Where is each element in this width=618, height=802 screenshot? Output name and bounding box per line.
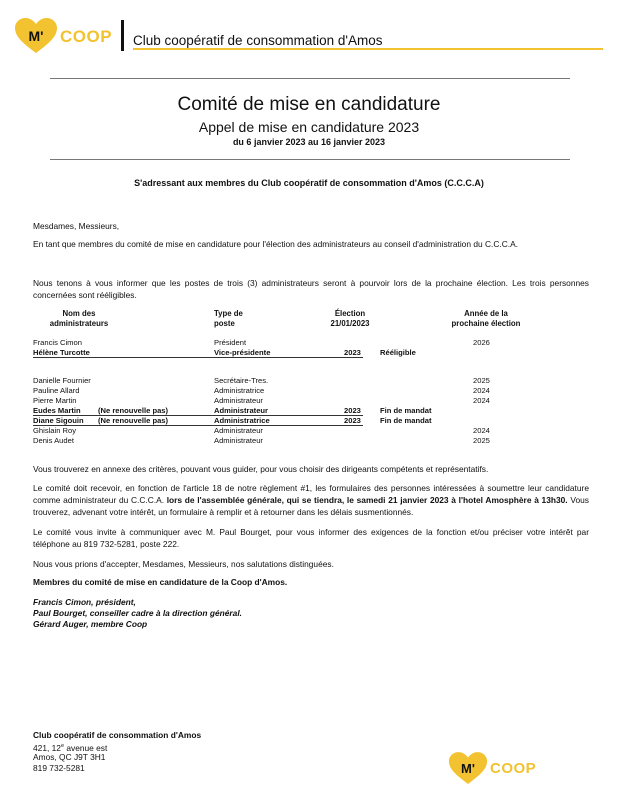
heart-icon <box>14 18 58 54</box>
table-row-election: 2023 <box>344 416 361 425</box>
signature-line: Gérard Auger, membre Coop <box>33 619 148 629</box>
title-rule <box>50 159 570 160</box>
th-election-2: 21/01/2023 <box>330 319 370 328</box>
doc-subtitle: Appel de mise en candidature 2023 <box>198 119 420 135</box>
table-row-name: Hélène Turcotte <box>33 348 90 357</box>
doc-title: Comité de mise en candidature <box>177 94 441 115</box>
table-row-status: Fin de mandat <box>380 416 432 425</box>
footer-address-num: 421, 12 <box>33 742 61 753</box>
info-paragraph: Nous tenons à vous informer que les postes de trois (3) administrateurs seront à pourvoir lors de la prochaine élection. Les trois personnes concernées sont rééligibles. <box>33 278 589 300</box>
table-row-name: Pierre Martin <box>33 396 77 405</box>
table-row-status: Fin de mandat <box>380 406 432 415</box>
table-row-next: 2026 <box>473 338 490 347</box>
footer-address-rest: avenue est <box>64 742 108 753</box>
table-row-name: Diane Sigouin <box>33 416 84 425</box>
th-type-2: poste <box>214 319 235 328</box>
contact-paragraph: Le comité vous invite à communiquer avec M. Paul Bourget, pour vous informer des exigences de la fonction et/ou préciser votre intérêt par téléphone au 819 732-5281, poste 222. <box>33 527 589 549</box>
committee-text-a: Le comité doit recevoir, en fonction de l'article 18 de notre règlement #1, les formulaires des personnes intéressées à soumettre leur candidature comme administrateur du C.C.C.A. <box>33 483 589 505</box>
header-underline <box>133 48 603 50</box>
doc-dates: du 6 janvier 2023 au 16 janvier 2023 <box>232 137 386 147</box>
table-row-next: 2025 <box>473 436 490 445</box>
table-row-role: Administrateur <box>214 396 263 405</box>
th-name-2: administrateurs <box>49 319 109 328</box>
table-row-name: Danielle Fournier <box>33 376 91 385</box>
signature-line: Francis Cimon, président, <box>33 597 136 607</box>
th-next-2: prochaine élection <box>451 319 521 328</box>
table-row-role: Vice-présidente <box>214 348 271 357</box>
th-election <box>322 309 378 329</box>
footer-org: Club coopératif de consommation d'Amos <box>33 730 202 740</box>
committee-text-c: Vous trouverez, advenant votre intérêt, un formulaire à remplir et à retourner dans les délais susmentionnés. <box>33 495 589 517</box>
table-row-election: 2023 <box>344 406 361 415</box>
table-row-name: Ghislain Roy <box>33 426 77 435</box>
table-row-status: Rééligible <box>380 348 416 357</box>
table-row-next: 2025 <box>473 376 490 385</box>
committee-paragraph <box>33 482 589 518</box>
footer-logo <box>448 752 536 785</box>
table-row-note: (Ne renouvelle pas) <box>98 406 169 415</box>
table-row-name: Pauline Allard <box>33 386 80 395</box>
th-election-1: Élection <box>334 309 366 318</box>
table-row-role: Administrateur <box>214 426 263 435</box>
committee-text-b: lors de l'assemblée générale, qui se tiendra, le samedi 21 janvier 2023 à l'hotel Amosphère à 13h30. <box>166 495 568 505</box>
greeting: Mesdames, Messieurs, <box>33 221 120 231</box>
table-row-name: Francis Cimon <box>33 338 82 347</box>
th-name <box>33 309 125 329</box>
header-logo <box>14 18 112 54</box>
table-row-name: Denis Audet <box>33 436 74 445</box>
th-next-1: Année de la <box>464 309 508 318</box>
signature-line: Paul Bourget, conseiller cadre à la direction général. <box>33 608 242 618</box>
footer-phone: 819 732-5281 <box>33 763 85 773</box>
th-type-1: Type de <box>214 309 243 318</box>
logo-m: M' <box>28 28 44 44</box>
th-name-1: Nom des <box>62 309 96 318</box>
address-to: S'adressant aux membres du Club coopératif de consommation d'Amos (C.C.C.A) <box>134 178 484 188</box>
header-divider <box>121 20 124 51</box>
intro-paragraph: En tant que membres du comité de mise en candidature pour l'élection des administrateurs au conseil d'administration du C.C.C.A. <box>33 239 519 249</box>
logo-m: M' <box>461 761 475 776</box>
table-row-role: Président <box>214 338 247 347</box>
table-row-next: 2024 <box>473 426 490 435</box>
table-row-role: Administrateur <box>214 406 269 415</box>
table-row-next: 2024 <box>473 396 490 405</box>
footer-address-sup: e <box>60 743 65 749</box>
salutation-paragraph: Nous vous prions d'accepter, Mesdames, Messieurs, nos salutations distinguées. <box>33 559 334 569</box>
table-row-role: Administratrice <box>214 386 265 395</box>
logo-coop-text: COOP <box>490 760 537 777</box>
logo-coop-text: COOP <box>60 27 113 46</box>
table-row-role: Secrétaire-Tres. <box>214 376 269 385</box>
heart-icon <box>448 752 488 785</box>
table-row-election: 2023 <box>344 348 361 357</box>
signoff-paragraph: Membres du comité de mise en candidature de la Coop d'Amos. <box>33 577 288 587</box>
th-next <box>446 309 526 329</box>
table-row-next: 2024 <box>473 386 490 395</box>
row-separator <box>33 357 363 358</box>
table-row-role: Administratrice <box>214 416 270 425</box>
table-row-name: Eudes Martin <box>33 406 81 415</box>
table-row-note: (Ne renouvelle pas) <box>98 416 169 425</box>
footer-city: Amos, QC J9T 3H1 <box>33 752 106 762</box>
th-type <box>214 309 243 329</box>
table-row-role: Administrateur <box>214 436 263 445</box>
top-rule <box>50 78 570 79</box>
row-separator <box>33 425 363 426</box>
annex-paragraph: Vous trouverez en annexe des critères, pouvant vous guider, pour vous choisir des dirigeants compétents et représentatifs. <box>33 464 489 474</box>
header-club-name: Club coopératif de consommation d'Amos <box>133 33 383 48</box>
